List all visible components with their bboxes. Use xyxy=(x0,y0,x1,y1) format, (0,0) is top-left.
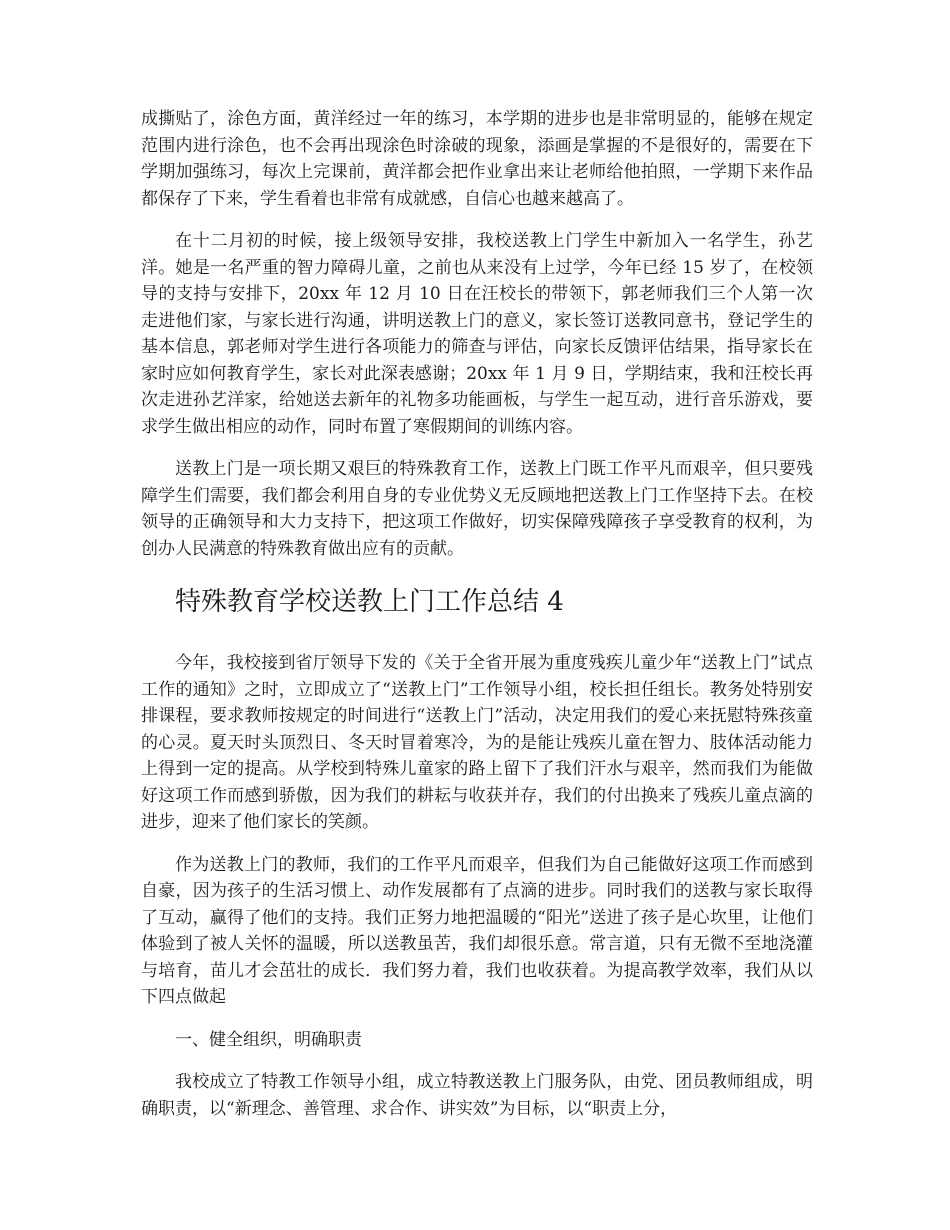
paragraph-organization: 我校成立了特教工作领导小组，成立特教送教上门服务队，由党、团员教师组成，明确职责，以“新理念、善管理、求合作、讲实效”为目标，以“职责上分， xyxy=(141,1072,813,1119)
subheading-organization: 一、健全组织，明确职责 xyxy=(175,1029,362,1050)
paragraph-notice: 今年，我校接到省厅领导下发的《关于全省开展为重度残疾儿童少年“送教上门”试点工作的通知》之时，立即成立了“送教上门”工作领导小组，校长担任组长。教务处特别安排课程，要求教师按规定的时间进行“送教上门”活动，决定用我们的爱心来抚慰特殊孩童的心灵。夏天时头顶烈日、冬天时冒着寒冷，为的是能让残疾儿童在智力、肢体活动能力上得到一定的提高。从学校到特殊儿童家的路上留下了我们汗水与艰辛，然而我们为能做好这项工作而感到骄傲，因为我们的耕耘与收获并存，我们的付出换来了残疾儿童点滴的进步，迎来了他们家长的笑颜。 xyxy=(141,653,813,832)
document-page xyxy=(141,106,813,1122)
paragraph-new-student: 在十二月初的时候，接上级领导安排，我校送教上门学生中新加入一名学生，孙艺洋。她是一名严重的智力障碍儿童，之前也从来没有上过学，今年已经 15 岁了，在校领导的支持与安排下，20xx 年 12 月 10 日在汪校长的带领下，郭老师我们三个人第一次走进他们家，与家长进行沟通，讲明送教上门的意义，家长签订送教同意书，登记学生的基本信息，郭老师对学生进行各项能力的筛查与评估，向家长反馈评估结果，指导家长在家时应如何教育学生，家长对此深表感谢；20xx 年 1 月 9 日，学期结束，我和汪校长再次走进孙艺洋家，给她送去新年的礼物多功能画板，与学生一起互动，进行音乐游戏，要求学生做出相应的动作，同时布置了寒假期间的训练内容。 xyxy=(141,231,813,437)
paragraph-teachers: 作为送教上门的教师，我们的工作平凡而艰辛，但我们为自己能做好这项工作而感到自豪，因为孩子的生活习惯上、动作发展都有了点滴的进步。同时我们的送教与家长取得了互动，赢得了他们的支持。我们正努力地把温暖的“阳光”送进了孩子是心坎里，让他们体验到了被人关怀的温暖，所以送教虽苦，我们却很乐意。常言道，只有无微不至地浇灌与培育，苗儿才会茁壮的成长．我们努力着，我们也收获着。为提高教学效率，我们从以下四点做起 xyxy=(141,854,813,1007)
paragraph-continued: 成撕贴了，涂色方面，黄洋经过一年的练习，本学期的进步也是非常明显的，能够在规定范围内进行涂色，也不会再出现涂色时涂破的现象，添画是掌握的不是很好的，需要在下学期加强练习，每次上完课前，黄洋都会把作业拿出来让老师给他拍照，一学期下来作品都保存了下来，学生看着也非常有成就感，自信心也越来越高了。 xyxy=(141,109,813,209)
section-heading: 特殊教育学校送教上门工作总结 4 xyxy=(175,587,564,617)
paragraph-long-term-work: 送教上门是一项长期又艰巨的特殊教育工作，送教上门既工作平凡而艰辛，但只要残障学生们需要，我们都会利用自身的专业优势义无反顾地把送教上门工作坚持下去。在校领导的正确领导和大力支持下，把这项工作做好，切实保障残障孩子享受教育的权利，为创办人民满意的特殊教育做出应有的贡献。 xyxy=(141,459,813,559)
